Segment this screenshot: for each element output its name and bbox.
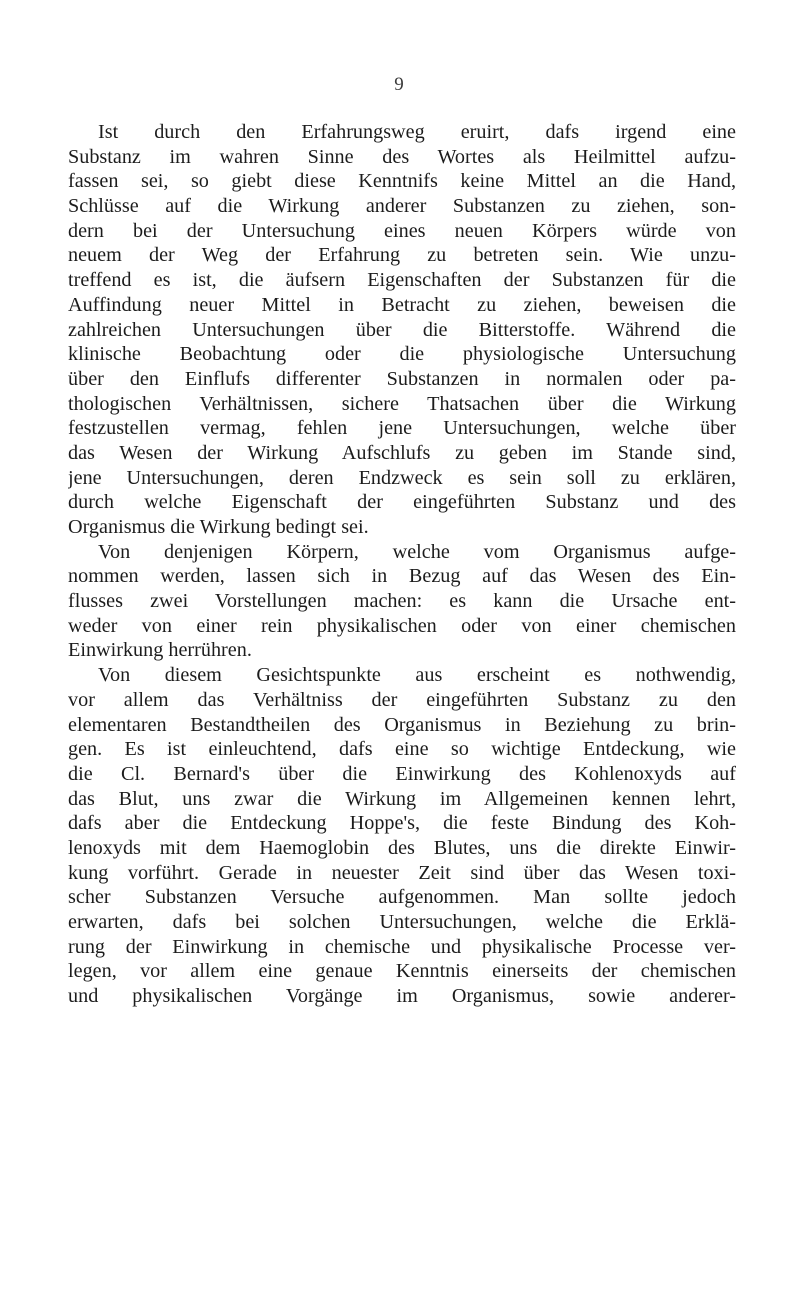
- text-line: neuem der Weg der Erfahrung zu betreten sein. Wie unzu-: [68, 244, 736, 267]
- page-number: 9: [394, 74, 404, 95]
- text-line: und physikalischen Vorgänge im Organismus, sowie anderer-: [68, 985, 736, 1008]
- text-line: Von denjenigen Körpern, welche vom Organismus aufge-: [98, 540, 736, 563]
- text-line: das Blut, uns zwar die Wirkung im Allgemeinen kennen lehrt,: [68, 787, 736, 810]
- text-line: treffend es ist, die äufsern Eigenschaften der Substanzen für die: [68, 269, 736, 292]
- text-line: über den Einflufs differenter Substanzen in normalen oder pa-: [68, 367, 736, 390]
- text-line: Von diesem Gesichtspunkte aus erscheint es nothwendig,: [98, 664, 736, 687]
- text-line: Einwirkung herrühren.: [68, 639, 252, 662]
- text-line: das Wesen der Wirkung Aufschlufs zu geben im Stande sind,: [68, 441, 736, 464]
- text-line: nommen werden, lassen sich in Bezug auf das Wesen des Ein-: [68, 565, 736, 588]
- text-line: dafs aber die Entdeckung Hoppe's, die feste Bindung des Koh-: [68, 812, 736, 835]
- text-line: vor allem das Verhältniss der eingeführten Substanz zu den: [68, 688, 736, 711]
- text-line: jene Untersuchungen, deren Endzweck es sein soll zu erklären,: [68, 466, 736, 489]
- text-line: weder von einer rein physikalischen oder von einer chemischen: [68, 614, 736, 637]
- text-line: legen, vor allem eine genaue Kenntnis einerseits der chemischen: [68, 960, 736, 983]
- text-line: dern bei der Untersuchung eines neuen Körpers würde von: [68, 219, 736, 242]
- text-line: zahlreichen Untersuchungen über die Bitterstoffe. Während die: [68, 318, 736, 341]
- text-line: Ist durch den Erfahrungsweg eruirt, dafs irgend eine: [98, 121, 736, 143]
- text-line: die Cl. Bernard's über die Einwirkung des Kohlenoxyds auf: [68, 762, 736, 785]
- text-line: Auffindung neuer Mittel in Betracht zu ziehen, beweisen die: [68, 293, 736, 316]
- text-line: elementaren Bestandtheilen des Organismus in Beziehung zu brin-: [68, 713, 736, 736]
- text-line: erwarten, dafs bei solchen Untersuchungen, welche die Erklä-: [68, 911, 736, 933]
- text-line: lenoxyds mit dem Haemoglobin des Blutes, uns die direkte Einwir-: [68, 836, 736, 859]
- text-line: fassen sei, so giebt diese Kenntnifs keine Mittel an die Hand,: [68, 170, 736, 193]
- text-line: Organismus die Wirkung bedingt sei.: [68, 516, 369, 538]
- text-line: gen. Es ist einleuchtend, dafs eine so wichtige Entdeckung, wie: [68, 738, 736, 761]
- text-line: rung der Einwirkung in chemische und physikalische Processe ver-: [68, 935, 736, 958]
- text-line: klinische Beobachtung oder die physiologische Untersuchung: [68, 343, 736, 366]
- text-line: thologischen Verhältnissen, sichere Thatsachen über die Wirkung: [68, 392, 736, 415]
- text-line: Schlüsse auf die Wirkung anderer Substanzen zu ziehen, son-: [68, 195, 736, 218]
- body-text: [68, 120, 736, 1009]
- text-line: scher Substanzen Versuche aufgenommen. Man sollte jedoch: [68, 886, 736, 909]
- text-line: durch welche Eigenschaft der eingeführten Substanz und des: [68, 491, 736, 514]
- text-line: Substanz im wahren Sinne des Wortes als Heilmittel aufzu-: [68, 145, 736, 168]
- text-line: kung vorführt. Gerade in neuester Zeit sind über das Wesen toxi-: [68, 861, 736, 884]
- text-line: festzustellen vermag, fehlen jene Untersuchungen, welche über: [68, 417, 736, 440]
- text-line: flusses zwei Vorstellungen machen: es kann die Ursache ent-: [68, 590, 736, 613]
